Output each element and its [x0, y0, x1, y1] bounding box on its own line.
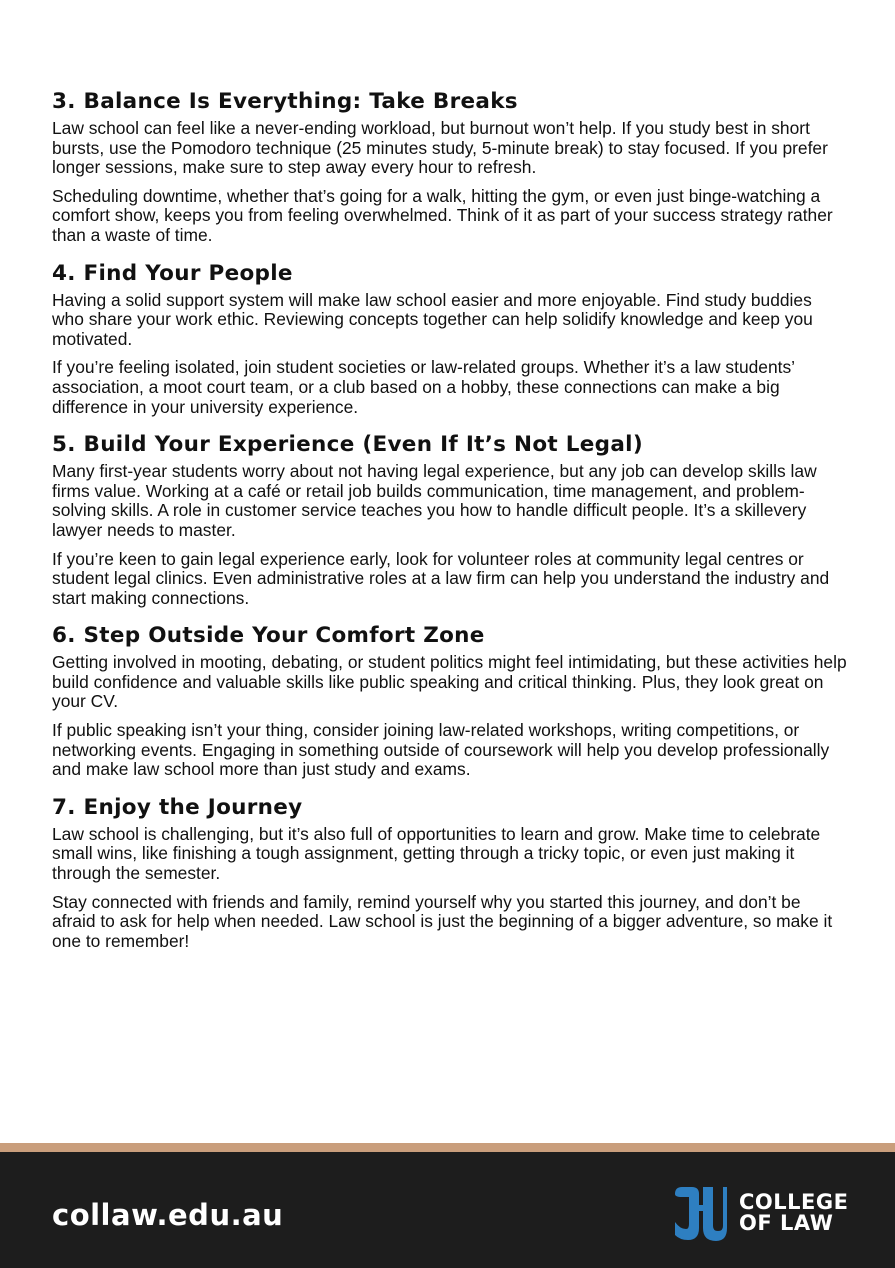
document-body	[52, 88, 848, 965]
footer-website-link[interactable]: collaw.edu.au	[52, 1198, 284, 1232]
section-heading: 7. Enjoy the Journey	[52, 794, 303, 820]
section-heading: 3. Balance Is Everything: Take Breaks	[52, 89, 518, 114]
section-heading: 6. Step Outside Your Comfort Zone	[52, 623, 485, 649]
section-paragraph: If you’re keen to gain legal experience early, look for volunteer roles at community legal centres or student legal clinics. Even administrative roles at a law firm can help you understand the industry and start making connections.	[52, 548, 830, 608]
section-paragraph: Law school is challenging, but it’s also full of opportunities to learn and grow. Make time to celebrate small wins, like finishing a tough assignment, getting through a tricky topic, or even just making it through the semester.	[52, 823, 821, 884]
college-of-law-logo	[672, 1184, 847, 1244]
logo-line-college: COLLEGE	[739, 1190, 849, 1214]
footer-accent-stripe	[0, 1143, 895, 1152]
college-of-law-mark-icon	[672, 1184, 730, 1244]
section-paragraph: If public speaking isn’t your thing, consider joining law-related workshops, writing competitions, or networking events. Engaging in something outside of coursework will help you develop professionally and make law school more than just study and exams.	[52, 720, 830, 780]
section-paragraph: Getting involved in mooting, debating, or student politics might feel intimidating, but these activities help build confidence and valuable skills like public speaking and critical thinking. Plus, they look great on your CV.	[52, 652, 847, 712]
section-heading: 4. Find Your People	[52, 260, 293, 286]
section-paragraph: If you’re feeling isolated, join student societies or law-related groups. Whether it’s a law students’ association, a moot court team, or a club based on a hobby, these connections can make a big difference in your university experience.	[52, 357, 795, 417]
section-paragraph: Law school can feel like a never-ending workload, but burnout won’t help. If you study best in short bursts, use the Pomodoro technique (25 minutes study, 5-minute break) to stay focused. If you prefer longer sessions, make sure to step away every hour to refresh.	[52, 118, 828, 178]
section-paragraph: Scheduling downtime, whether that’s going for a walk, hitting the gym, or even just binge-watching a comfort show, keeps you from feeling overwhelmed. Think of it as part of your success strategy rather than a waste of time.	[52, 185, 833, 245]
page-footer	[0, 1152, 895, 1268]
section-paragraph: Having a solid support system will make law school easier and more enjoyable. Find study buddies who share your work ethic. Reviewing concepts together can help solidify knowledge and keep you motivated.	[52, 289, 813, 349]
section-comfort-zone	[52, 622, 848, 780]
section-find-people	[52, 260, 848, 418]
logo-wordmark	[739, 1192, 848, 1234]
section-heading: 5. Build Your Experience (Even If It’s Not Legal)	[52, 432, 643, 458]
section-paragraph: Many first-year students worry about not having legal experience, but any job can develop skills law firms value. Working at a café or retail job builds communication, time management, and problem-solving skills. A role in customer service teaches you how to handle difficult people. It’s a skillevery lawyer needs to master.	[52, 461, 817, 540]
section-enjoy-journey	[52, 794, 848, 952]
section-build-experience	[52, 431, 848, 608]
logo-line-of-law: OF LAW	[739, 1211, 834, 1235]
section-paragraph: Stay connected with friends and family, remind yourself why you started this journey, and don’t be afraid to ask for help when needed. Law school is just the beginning of a bigger adventure, so make it one to remember!	[52, 891, 833, 951]
section-balance	[52, 88, 848, 246]
